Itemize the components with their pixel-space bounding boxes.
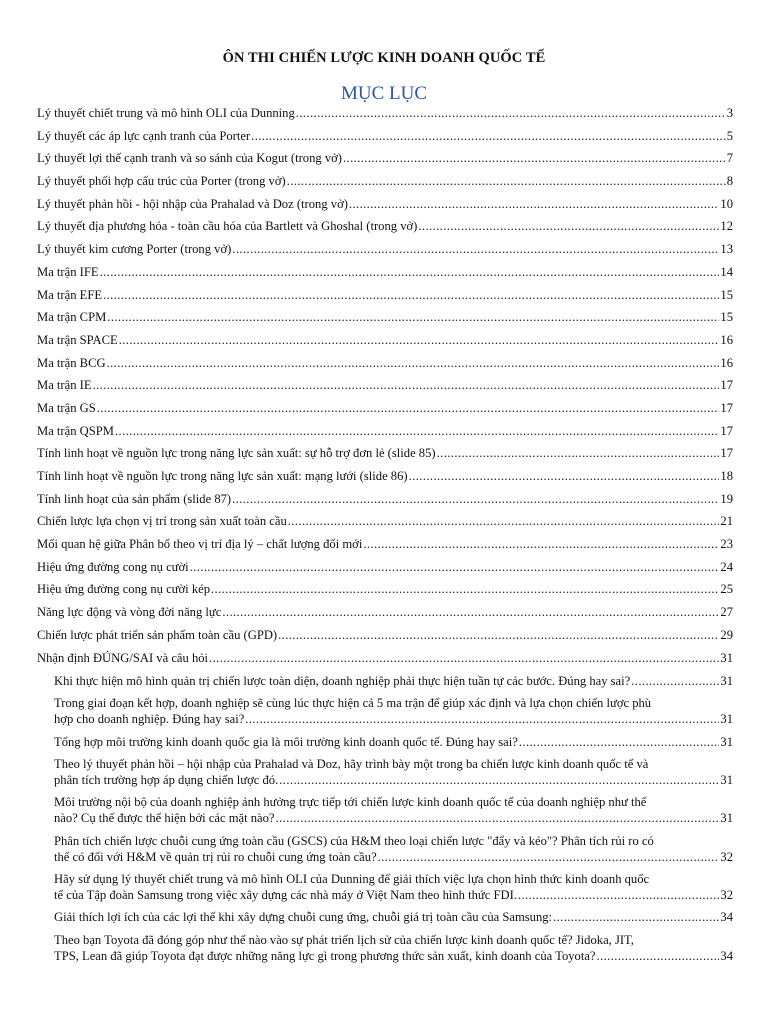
toc-entry[interactable] xyxy=(37,537,733,560)
toc-entry[interactable] xyxy=(37,356,733,379)
toc-page-number: 13 xyxy=(720,242,733,257)
toc-sub-entry[interactable] xyxy=(54,909,733,925)
toc-leader-dots xyxy=(97,401,720,416)
toc-entry-title: Lý thuyết kim cương Porter (trong vở) xyxy=(37,242,232,257)
toc-leader-dots xyxy=(100,265,720,280)
toc-entry[interactable] xyxy=(37,174,733,197)
toc-page-number: 8 xyxy=(726,174,733,189)
toc-page-number: 29 xyxy=(720,627,733,642)
toc-entry-title: Hiệu ứng đường cong nụ cười xyxy=(37,559,189,574)
toc-entry-title: Lý thuyết địa phương hóa - toàn cầu hóa của Bartlett và Ghoshal (trong vở) xyxy=(37,219,418,234)
toc-leader-dots xyxy=(279,772,719,788)
toc-page-number: 31 xyxy=(720,734,733,749)
toc-page-number: 18 xyxy=(720,469,733,483)
toc-entry[interactable] xyxy=(37,288,733,311)
toc-leader-dots xyxy=(418,219,719,234)
toc-sub-entry-title: nào? Cụ thể được thể hiện bởi các mặt nào? xyxy=(54,811,275,826)
toc-page-number: 10 xyxy=(720,196,733,211)
toc-entry-title: Chiến lược lựa chọn vị trí trong sản xuất toàn cầu xyxy=(37,514,287,529)
toc-page-number: 12 xyxy=(720,219,733,234)
toc-sub-entry-title: Tổng hợp môi trường kinh doanh quốc gia là môi trường kinh doanh quốc tế. Đúng hay sai? xyxy=(54,734,518,749)
toc-page-number: 17 xyxy=(720,378,733,393)
toc-leader-dots xyxy=(232,492,719,507)
toc-sub-list xyxy=(37,673,733,963)
toc-page-number: 32 xyxy=(720,849,733,864)
toc-sub-entry-title-line1: Phân tích chiến lược chuỗi cung ứng toàn cầu (GSCS) của H&M theo loại chiến lược "đẩy và kéo"? Phân tích rủi ro có xyxy=(54,833,654,848)
toc-page-number: 31 xyxy=(720,811,733,826)
toc-sub-entry-title-line1: Hãy sử dụng lý thuyết chiết trung và mô hình OLI của Dunning để giải thích việc lựa chọn hình thức kinh doanh quốc xyxy=(54,871,650,886)
toc-page-number: 15 xyxy=(720,287,733,302)
toc-entry[interactable] xyxy=(37,651,733,674)
toc-leader-dots xyxy=(518,887,720,903)
toc-entry[interactable] xyxy=(37,378,733,401)
toc-page-number: 5 xyxy=(726,128,733,143)
toc-entry-title: Ma trận BCG xyxy=(37,355,106,370)
toc-page-number: 34 xyxy=(720,910,733,925)
toc-page-number: 31 xyxy=(720,650,733,665)
toc-entry[interactable] xyxy=(37,265,733,288)
toc-page-number: 23 xyxy=(720,537,733,552)
toc-leader-dots xyxy=(343,151,726,166)
toc-leader-dots xyxy=(437,446,720,461)
toc-entry[interactable] xyxy=(37,129,733,152)
toc-entry-title: Lý thuyết phối hợp cấu trúc của Porter (trong vở) xyxy=(37,174,286,189)
toc-entry[interactable] xyxy=(37,219,733,242)
toc-sub-entry[interactable] xyxy=(54,695,733,727)
toc-sub-entry-title-line1: Theo lý thuyết phản hồi – hội nhập của Prahalad và Doz, hãy trình bày một trong ba chiến lược kinh doanh quốc tế và xyxy=(54,757,649,772)
toc-page-number: 32 xyxy=(720,887,733,902)
toc-leader-dots xyxy=(288,514,720,529)
toc-page-number: 25 xyxy=(720,582,733,597)
toc-sub-entry-line xyxy=(54,772,733,788)
toc-page-number: 27 xyxy=(720,605,733,620)
toc-entry-title: Ma trận QSPM xyxy=(37,423,114,438)
toc-leader-dots xyxy=(222,605,719,620)
toc-sub-entry-title: phân tích trường hợp áp dụng chiến lược đó. xyxy=(54,773,279,788)
toc-leader-dots xyxy=(597,948,720,964)
toc-sub-entry[interactable] xyxy=(54,756,733,788)
toc-sub-entry-title: Giải thích lợi ích của các lợi thế khi xây dựng chuỗi cung ứng, chuỗi giá trị toàn cầu của Samsung: xyxy=(54,910,553,925)
toc-page-number: 17 xyxy=(720,400,733,415)
document-title: ÔN THI CHIẾN LƯỢC KINH DOANH QUỐC TẾ xyxy=(222,50,546,66)
toc-sub-entry[interactable] xyxy=(54,673,733,689)
toc-sub-entry-line xyxy=(54,849,733,865)
toc-sub-entry[interactable] xyxy=(54,833,733,865)
toc-entry-title: Hiệu ứng đường cong nụ cười kép xyxy=(37,582,210,597)
toc-entry-title: Ma trận GS xyxy=(37,400,96,415)
toc-entry-title: Ma trận CPM xyxy=(37,310,107,325)
toc-leader-dots xyxy=(553,909,719,925)
toc-page-number: 14 xyxy=(720,264,733,279)
toc-page-number: 21 xyxy=(720,514,733,529)
toc-sub-entry[interactable] xyxy=(54,871,733,903)
toc-entry[interactable] xyxy=(37,197,733,220)
toc-leader-dots xyxy=(107,310,719,325)
toc-sub-entry-title: tế của Tập đoàn Samsung trong việc xây dựng các nhà máy ở Việt Nam theo hình thức FDI. xyxy=(54,887,517,902)
toc-leader-dots xyxy=(211,582,719,597)
toc-sub-entry-line xyxy=(54,734,733,750)
toc-page-number: 15 xyxy=(720,310,733,325)
toc-entry-title: Ma trận EFE xyxy=(37,287,103,302)
toc-sub-entry-title: Khi thực hiện mô hình quản trị chiến lược toàn diện, doanh nghiệp phải thực hiện tuần tự các bước. Đúng hay sai? xyxy=(54,674,631,689)
toc-leader-dots xyxy=(190,560,720,575)
toc-entry[interactable] xyxy=(37,469,733,492)
toc-leader-dots xyxy=(276,810,720,826)
toc-entry-title: Lý thuyết phản hồi - hội nhập của Prahalad và Doz (trong vở) xyxy=(37,196,348,211)
toc-page-number: 19 xyxy=(720,491,733,506)
toc-leader-dots xyxy=(631,673,719,689)
toc-sub-entry-line xyxy=(54,887,733,903)
toc-entry-title: Tính linh hoạt về nguồn lực trong năng lực sản xuất: mạng lưới (slide 86) xyxy=(37,469,408,483)
toc-page-number: 31 xyxy=(720,674,733,689)
toc-entry[interactable] xyxy=(37,514,733,537)
toc-leader-dots xyxy=(349,197,719,212)
toc-leader-dots xyxy=(251,129,726,144)
toc-main-list xyxy=(37,106,733,673)
toc-entry-title: Nhận định ĐÚNG/SAI và câu hỏi xyxy=(37,650,209,665)
toc-page-number: 3 xyxy=(726,106,733,120)
toc-entry[interactable] xyxy=(37,106,733,129)
toc-leader-dots xyxy=(119,333,720,348)
toc-sub-entry-title: hợp cho doanh nghiệp. Đúng hay sai? xyxy=(54,712,245,727)
toc-entry-title: Ma trận SPACE xyxy=(37,332,118,347)
toc-sub-entry-line xyxy=(54,711,733,727)
toc-leader-dots xyxy=(278,628,719,643)
table-of-contents xyxy=(37,106,733,970)
toc-leader-dots xyxy=(93,378,720,393)
toc-entry[interactable] xyxy=(37,560,733,583)
toc-sub-entry-line xyxy=(54,909,733,925)
toc-page-number: 16 xyxy=(720,332,733,347)
toc-sub-entry[interactable] xyxy=(54,932,733,964)
toc-entry[interactable] xyxy=(37,605,733,628)
toc-leader-dots xyxy=(103,288,719,303)
toc-sub-entry-title-line1: Môi trường nội bộ của doanh nghiệp ảnh hưởng trực tiếp tới chiến lược kinh doanh quốc tế của doanh nghiệp như thế xyxy=(54,795,647,810)
toc-entry[interactable] xyxy=(37,424,733,447)
toc-entry[interactable] xyxy=(37,242,733,265)
toc-leader-dots xyxy=(363,537,719,552)
toc-leader-dots xyxy=(409,469,720,484)
toc-entry-title: Ma trận IFE xyxy=(37,264,99,279)
toc-page-number: 24 xyxy=(720,559,733,574)
toc-entry-title: Mối quan hệ giữa Phân bổ theo vị trí địa lý – chất lượng đổi mới xyxy=(37,537,363,552)
toc-leader-dots xyxy=(232,242,719,257)
toc-page-number: 7 xyxy=(726,151,733,166)
toc-leader-dots xyxy=(245,711,719,727)
toc-leader-dots xyxy=(209,651,719,666)
toc-page-number: 17 xyxy=(720,446,733,461)
toc-sub-entry-title-line1: Theo bạn Toyota đã đóng góp như thế nào vào sự phát triển lịch sử của chiến lược kinh doanh quốc tế? Jidoka, JIT, xyxy=(54,932,634,947)
toc-entry-title: Ma trận IE xyxy=(37,378,92,393)
toc-entry-title: Tính linh hoạt về nguồn lực trong năng lực sản xuất: sự hỗ trợ đơn lẻ (slide 85) xyxy=(37,446,436,461)
toc-page-number: 16 xyxy=(720,355,733,370)
toc-page-number: 17 xyxy=(720,423,733,438)
toc-leader-dots xyxy=(115,424,719,439)
toc-sub-entry-line xyxy=(54,810,733,826)
toc-entry-title: Lý thuyết lợi thế cạnh tranh và so sánh của Kogut (trong vở) xyxy=(37,151,342,166)
toc-sub-entry[interactable] xyxy=(54,734,733,750)
toc-page-number: 34 xyxy=(720,948,733,963)
toc-sub-entry-title-line1: Trong giai đoạn kết hợp, doanh nghiệp sẽ cùng lúc thực hiện cả 5 ma trận để giúp xác định và lựa chọn chiến lược phù xyxy=(54,696,652,711)
toc-entry-title: Lý thuyết chiết trung và mô hình OLI của Dunning xyxy=(37,106,295,120)
toc-sub-entry-line xyxy=(54,948,733,964)
toc-page-number: 31 xyxy=(720,712,733,727)
toc-leader-dots xyxy=(107,356,720,371)
toc-sub-entry-line xyxy=(54,673,733,689)
toc-entry[interactable] xyxy=(37,582,733,605)
toc-sub-entry[interactable] xyxy=(54,794,733,826)
toc-entry-title: Tính linh hoạt của sản phẩm (slide 87) xyxy=(37,491,232,506)
toc-leader-dots xyxy=(296,106,726,121)
toc-entry[interactable] xyxy=(37,446,733,469)
toc-entry[interactable] xyxy=(37,401,733,424)
toc-sub-entry-title: TPS, Lean đã giúp Toyota đạt được những năng lực gì trong phương thức sản xuất, kinh doanh của Toyota? xyxy=(54,948,596,963)
toc-page-number: 31 xyxy=(720,773,733,788)
toc-entry-title: Lý thuyết các áp lực cạnh tranh của Porter xyxy=(37,128,251,143)
toc-leader-dots xyxy=(287,174,726,189)
toc-entry[interactable] xyxy=(37,310,733,333)
toc-entry-title: Chiến lược phát triển sản phẩm toàn cầu (GPD) xyxy=(37,627,278,642)
toc-entry[interactable] xyxy=(37,333,733,356)
toc-leader-dots xyxy=(378,849,720,865)
toc-entry-title: Năng lực động và vòng đời năng lực xyxy=(37,605,222,620)
toc-sub-entry-title: thể có đối với H&M về quản trị rủi ro chuỗi cung ứng toàn cầu? xyxy=(54,849,377,864)
toc-leader-dots xyxy=(519,734,720,750)
toc-entry[interactable] xyxy=(37,492,733,515)
toc-heading: MỤC LỤC xyxy=(340,83,428,104)
toc-entry[interactable] xyxy=(37,628,733,651)
toc-entry[interactable] xyxy=(37,151,733,174)
